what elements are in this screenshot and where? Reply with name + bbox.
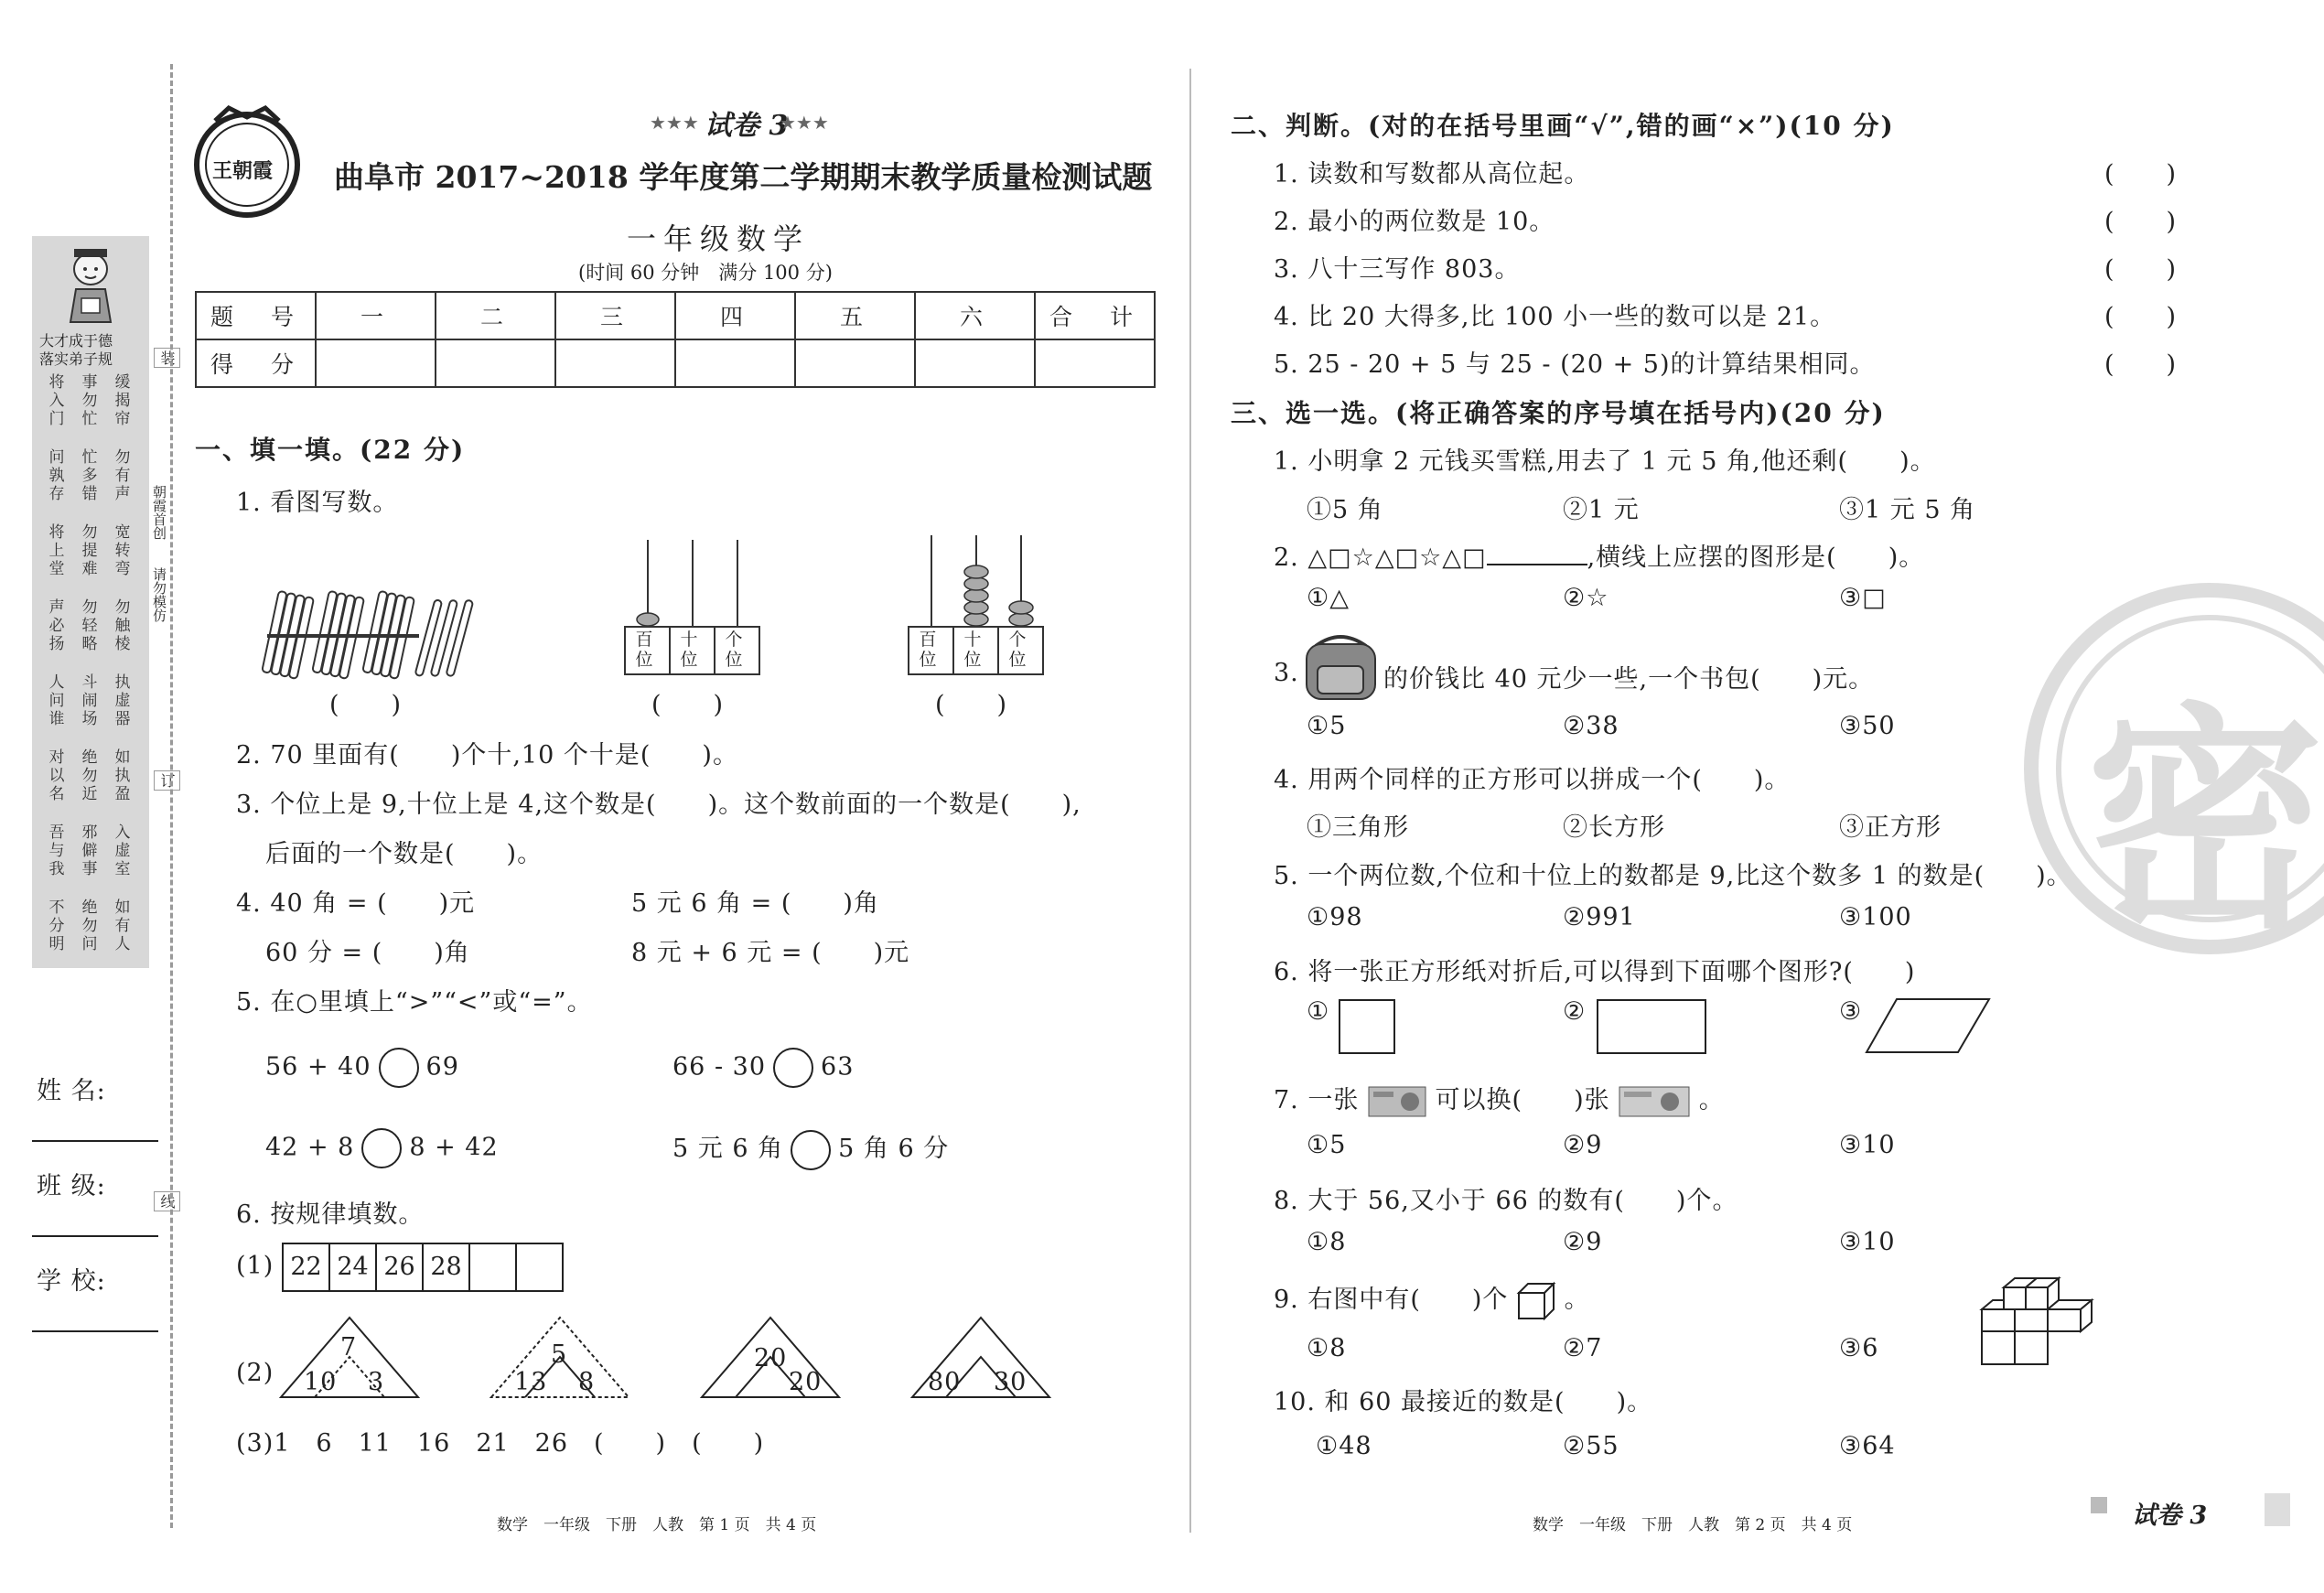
rule-char: 明 <box>48 935 65 953</box>
rule-char: 将 <box>48 523 65 542</box>
compare-4-left: 5 元 6 角 <box>672 1135 784 1163</box>
rule-char: 绝 <box>81 748 98 767</box>
rule-char: 我 <box>48 860 65 878</box>
s3-q6: 6. 将一张正方形纸对折后,可以得到下面哪个图形?( ) <box>1274 958 1916 986</box>
rule-char: 勿 <box>114 448 131 467</box>
rule-char: 近 <box>81 785 98 803</box>
triangle-number: 10 <box>304 1368 338 1396</box>
rule-char: 错 <box>81 485 98 503</box>
rule-char: 勿 <box>81 523 98 542</box>
rule-char: 略 <box>81 635 98 653</box>
rule-char: 如 <box>114 899 131 917</box>
rules-strip <box>32 236 149 968</box>
section2-title: 二、判断。(对的在括号里画“√”,错的画“×”)(10 分) <box>1231 111 1895 141</box>
s3-q7-opt2[interactable]: ②9 <box>1563 1131 1603 1159</box>
section3-title: 三、选一选。(将正确答案的序号填在括号内)(20 分) <box>1231 398 1886 428</box>
rule-char: 分 <box>48 917 65 935</box>
s3-q7-opt1[interactable]: ①5 <box>1307 1131 1347 1159</box>
rule-char: 盈 <box>114 785 131 803</box>
score-input-cell[interactable] <box>675 339 795 387</box>
name-field[interactable] <box>32 1138 158 1142</box>
rule-char: 门 <box>48 410 65 428</box>
rule-column <box>81 448 98 503</box>
rule-char: 有 <box>114 917 131 935</box>
rule-column <box>48 373 65 428</box>
rule-column <box>48 598 65 653</box>
triangle-number: 5 <box>551 1340 568 1369</box>
stamp-char: 密 <box>2086 682 2324 961</box>
cut-mark-2: 订 <box>154 770 180 791</box>
rule-char: 声 <box>48 598 65 617</box>
compare-2-left: 66 - 30 <box>672 1052 767 1082</box>
rule-char: 问 <box>81 935 98 953</box>
s3-q3-opt2[interactable]: ②38 <box>1563 712 1619 740</box>
rule-char: 不 <box>48 899 65 917</box>
rule-char: 邪 <box>81 823 98 842</box>
rule-char: 僻 <box>81 842 98 860</box>
rule-char: 有 <box>114 467 131 485</box>
s3-q2-opt1[interactable]: ①△ <box>1307 584 1350 612</box>
student-mascot-icon <box>54 242 127 328</box>
logo-text: 王朝霞 <box>212 159 274 183</box>
abacus1-ones: 个位 <box>725 630 743 670</box>
rule-char: 勿 <box>114 598 131 617</box>
rule-char: 多 <box>81 467 98 485</box>
s3-q9 <box>1274 1279 1590 1320</box>
rule-char: 闹 <box>81 692 98 710</box>
s1-q6: 6. 按规律填数。 <box>236 1200 425 1229</box>
s3-q1-opt1[interactable]: ①5 角 <box>1307 496 1383 524</box>
rule-char: 转 <box>114 542 131 560</box>
rule-char: 必 <box>48 617 65 635</box>
s1-q4-a: 4. 40 角 = ( )元 <box>236 889 476 918</box>
s3-q1: 1. 小明拿 2 元钱买雪糕,用去了 1 元 5 角,他还剩( )。 <box>1274 447 1936 476</box>
compare-3-right: 8 + 42 <box>409 1133 499 1162</box>
rule-char: 勿 <box>81 598 98 617</box>
class-field[interactable] <box>32 1233 158 1237</box>
s3-q2-opt2[interactable]: ②☆ <box>1563 584 1609 612</box>
score-header-row <box>196 292 1155 339</box>
stars-left: ★★★ <box>650 112 699 134</box>
sequence-blank[interactable] <box>468 1243 517 1292</box>
seq2-label: (2) <box>236 1359 274 1387</box>
rule-char: 执 <box>114 767 131 785</box>
side-note-1: 朝霞首创 <box>151 485 167 540</box>
sequence-value: 22 <box>282 1243 330 1292</box>
s3-q4-opt1[interactable]: ①三角形 <box>1307 813 1409 842</box>
motto-top: 大才成于德 <box>39 332 113 350</box>
rule-char: 问 <box>48 448 65 467</box>
s3-q10: 10. 和 60 最接近的数是( )。 <box>1274 1388 1653 1416</box>
s1-q3a: 3. 个位上是 9,十位上是 4,这个数是( )。这个数前面的一个数是( ), <box>236 791 1081 819</box>
rule-char: 人 <box>48 673 65 692</box>
score-input-cell[interactable] <box>915 339 1035 387</box>
score-input-cell[interactable] <box>1035 339 1155 387</box>
s3-q2-pattern: 2. △□☆△□☆△□ <box>1274 544 1487 572</box>
rule-char: 事 <box>81 373 98 392</box>
s3-q5: 5. 一个两位数,个位和十位上的数都是 9,比这个数多 1 的数是( )。 <box>1274 862 2072 890</box>
s3-q5-opt3[interactable]: ③100 <box>1839 903 1912 931</box>
rule-column <box>48 823 65 878</box>
s3-q7-b: 可以换( )张 <box>1435 1086 1610 1114</box>
rule-column <box>81 823 98 878</box>
rule-column <box>114 448 131 503</box>
s3-q9-a: 9. 右图中有( )个 <box>1274 1286 1509 1314</box>
stars-right: ★★★ <box>780 112 829 134</box>
s1-q5: 5. 在○里填上“>”“<”或“=”。 <box>236 988 593 1017</box>
compare-2-circle[interactable] <box>773 1048 813 1088</box>
rule-char: 如 <box>114 748 131 767</box>
compare-1-left: 56 + 40 <box>265 1052 371 1082</box>
seq3: (3)1 6 11 16 21 26 ( ) ( ) <box>236 1429 765 1458</box>
s3-q2-blank[interactable] <box>1487 542 1587 565</box>
rule-char: 揭 <box>114 392 131 410</box>
stacked-cubes-icon <box>1976 1276 2100 1368</box>
rule-char: 堂 <box>48 560 65 578</box>
subject-title: 一年级数学 <box>627 221 811 256</box>
rule-char: 人 <box>114 935 131 953</box>
s3-q10-opt3[interactable]: ③64 <box>1839 1432 1896 1460</box>
s3-q10-opt1[interactable]: ①48 <box>1316 1432 1372 1460</box>
school-label: 学 校: <box>37 1267 106 1296</box>
rectangle-shape-icon <box>1597 999 1706 1054</box>
banknote-50-icon <box>1368 1086 1426 1117</box>
s3-q1-opt2[interactable]: ②1 元 <box>1563 496 1640 524</box>
compare-row-3 <box>265 1128 499 1168</box>
rule-column <box>48 523 65 578</box>
rule-char: 吾 <box>48 823 65 842</box>
rule-column <box>81 598 98 653</box>
s3-q5-opt1[interactable]: ①98 <box>1307 903 1363 931</box>
score-header-cell: 合 计 <box>1035 292 1155 339</box>
rule-column <box>81 748 98 803</box>
page-divider <box>1189 69 1191 1533</box>
seq1-label: (1) <box>236 1252 274 1280</box>
rule-column <box>114 598 131 653</box>
judge-answer-paren[interactable]: ( ) <box>2104 350 2178 379</box>
rule-char: 器 <box>114 710 131 728</box>
rule-char: 将 <box>48 373 65 392</box>
rule-char: 宽 <box>114 523 131 542</box>
s3-q7 <box>1274 1080 1725 1117</box>
rule-char: 入 <box>48 392 65 410</box>
rule-char: 场 <box>81 710 98 728</box>
compare-2-right: 63 <box>821 1052 855 1082</box>
score-header-cell: 三 <box>555 292 675 339</box>
section1-title: 一、填一填。(22 分) <box>195 435 466 465</box>
rule-column <box>114 748 131 803</box>
rule-char: 斗 <box>81 673 98 692</box>
compare-row-2 <box>672 1048 854 1088</box>
score-header-cell: 六 <box>915 292 1035 339</box>
footer-left: 数学 一年级 下册 人教 第 1 页 共 4 页 <box>497 1516 817 1534</box>
sequence-value: 28 <box>422 1243 470 1292</box>
answer-paren-3[interactable]: ( ) <box>935 691 1008 719</box>
s3-q10-opt2[interactable]: ②55 <box>1563 1432 1619 1460</box>
schoolbag-icon <box>1297 630 1384 703</box>
rule-column <box>114 673 131 728</box>
compare-1-right: 69 <box>425 1052 459 1082</box>
s3-q9-b: 。 <box>1564 1286 1590 1314</box>
name-label: 姓 名: <box>37 1077 106 1105</box>
s3-q6-opt3[interactable]: ③ <box>1839 997 1863 1026</box>
parallelogram-shape-icon <box>1865 997 1991 1054</box>
rule-column <box>114 373 131 428</box>
s3-q8-opt3[interactable]: ③10 <box>1839 1228 1896 1256</box>
s3-q9-opt1[interactable]: ①8 <box>1307 1334 1347 1362</box>
rule-char: 轻 <box>81 617 98 635</box>
score-input-cell[interactable] <box>555 339 675 387</box>
abacus2-tens: 十位 <box>963 630 982 670</box>
rule-char: 执 <box>114 673 131 692</box>
judge-item: 2. 最小的两位数是 10。 <box>1274 208 1555 236</box>
judge-item: 1. 读数和写数都从高位起。 <box>1274 160 1590 188</box>
s3-q9-opt2[interactable]: ②7 <box>1563 1334 1603 1362</box>
abacus2-hundreds: 百位 <box>919 630 937 670</box>
rule-column <box>114 823 131 878</box>
s3-q7-a: 7. 一张 <box>1274 1086 1360 1114</box>
answer-paren-2[interactable]: ( ) <box>651 691 725 719</box>
compare-3-left: 42 + 8 <box>265 1133 355 1162</box>
s3-q4-opt3[interactable]: ③正方形 <box>1839 813 1942 842</box>
score-input-cell[interactable] <box>316 339 436 387</box>
footer-deco <box>2091 1497 2107 1513</box>
square-shape-icon <box>1339 999 1395 1054</box>
score-header-cell: 五 <box>795 292 915 339</box>
exam-title: 曲阜市 2017~2018 学年度第二学期期末教学质量检测试题 <box>334 159 1153 195</box>
abacus1-hundreds: 百位 <box>635 630 653 670</box>
judge-item: 4. 比 20 大得多,比 100 小一些的数可以是 21。 <box>1274 303 1836 331</box>
rule-column <box>81 673 98 728</box>
s1-q4-b: 5 元 6 角 = ( )角 <box>631 889 879 918</box>
abacus2-ones: 个位 <box>1008 630 1027 670</box>
answer-paren-1[interactable]: ( ) <box>329 691 403 719</box>
rule-char: 勿 <box>81 917 98 935</box>
s3-q1-opt3[interactable]: ③1 元 5 角 <box>1839 496 1976 524</box>
s3-q4: 4. 用两个同样的正方形可以拼成一个( )。 <box>1274 766 1791 794</box>
triangle-number: 3 <box>368 1368 385 1396</box>
s1-q4-c: 60 分 = ( )角 <box>265 939 470 967</box>
rule-char: 棱 <box>114 635 131 653</box>
rule-char: 入 <box>114 823 131 842</box>
rule-char: 提 <box>81 542 98 560</box>
triangle-number: 8 <box>578 1368 596 1396</box>
rule-char: 虚 <box>114 692 131 710</box>
rule-column <box>81 523 98 578</box>
s3-q7-c: 。 <box>1698 1086 1725 1114</box>
rule-column <box>48 899 65 953</box>
abacus1-tens: 十位 <box>680 630 698 670</box>
rule-char: 扬 <box>48 635 65 653</box>
judge-answer-paren[interactable]: ( ) <box>2104 208 2178 236</box>
rule-char: 问 <box>48 692 65 710</box>
sequence-value: 26 <box>375 1243 424 1292</box>
rule-char: 忙 <box>81 410 98 428</box>
s1-q2: 2. 70 里面有( )个十,10 个十是( )。 <box>236 741 738 770</box>
banknote-10-icon <box>1619 1086 1690 1117</box>
triangle-number: 80 <box>928 1368 962 1396</box>
side-note-2: 请勿模仿 <box>151 567 167 622</box>
score-header-cell: 二 <box>436 292 555 339</box>
score-header-cell: 一 <box>316 292 436 339</box>
triangle-number: 20 <box>789 1368 823 1396</box>
s3-q5-opt2[interactable]: ②991 <box>1563 903 1636 931</box>
s3-q2-text: ,横线上应摆的图形是( )。 <box>1587 544 1925 572</box>
s1-q1: 1. 看图写数。 <box>236 489 399 517</box>
rule-char: 虚 <box>114 842 131 860</box>
rule-char: 触 <box>114 617 131 635</box>
cut-mark-3: 线 <box>154 1191 180 1211</box>
s3-q3-opt1[interactable]: ①5 <box>1307 712 1347 740</box>
cube-icon <box>1517 1282 1555 1320</box>
s3-q6-opt1[interactable]: ① <box>1307 997 1330 1026</box>
rule-char: 声 <box>114 485 131 503</box>
paper-label: 试卷 3 <box>705 110 789 142</box>
score-label-cell: 得 分 <box>196 339 316 387</box>
s3-q2-opt3[interactable]: ③□ <box>1839 584 1887 612</box>
rule-char: 事 <box>81 860 98 878</box>
compare-4-circle[interactable] <box>791 1130 831 1170</box>
score-input-cell[interactable] <box>795 339 915 387</box>
rule-char: 与 <box>48 842 65 860</box>
rule-char: 勿 <box>81 392 98 410</box>
s3-q8-opt1[interactable]: ①8 <box>1307 1228 1347 1256</box>
footer-tab-bg <box>2265 1493 2290 1526</box>
s3-q3-text: 的价钱比 40 元少一些,一个书包( )元。 <box>1383 665 1875 694</box>
rule-char: 难 <box>81 560 98 578</box>
rule-column <box>81 373 98 428</box>
judge-item: 3. 八十三写作 803。 <box>1274 255 1521 284</box>
s3-q2 <box>1274 537 1924 573</box>
footer-right: 数学 一年级 下册 人教 第 2 页 共 4 页 <box>1533 1516 1853 1534</box>
s3-q9-opt3[interactable]: ③6 <box>1839 1334 1879 1362</box>
s1-q3b: 后面的一个数是( )。 <box>265 840 543 868</box>
motto-bottom: 落实弟子规 <box>39 350 113 368</box>
rule-column <box>114 523 131 578</box>
rule-char: 室 <box>114 860 131 878</box>
judge-answer-paren[interactable]: ( ) <box>2104 160 2178 188</box>
triangle-number: 20 <box>754 1344 788 1372</box>
rule-char: 存 <box>48 485 65 503</box>
compare-row-1 <box>265 1048 459 1088</box>
class-label: 班 级: <box>37 1172 106 1200</box>
score-table <box>195 291 1156 388</box>
rule-char: 勿 <box>81 767 98 785</box>
sequence-value: 24 <box>328 1243 377 1292</box>
s3-q6-opt2[interactable]: ② <box>1563 997 1587 1026</box>
score-input-cell[interactable] <box>436 339 555 387</box>
s3-q3-opt3[interactable]: ③50 <box>1839 712 1896 740</box>
judge-item: 5. 25 - 20 + 5 与 25 - (20 + 5)的计算结果相同。 <box>1274 350 1876 379</box>
binding-line <box>170 64 173 1528</box>
rule-char: 对 <box>48 748 65 767</box>
rule-char: 以 <box>48 767 65 785</box>
rule-column <box>81 899 98 953</box>
s3-q8: 8. 大于 56,又小于 66 的数有( )个。 <box>1274 1187 1738 1215</box>
rule-column <box>114 899 131 953</box>
footer-tag: 试卷 3 <box>2132 1502 2208 1530</box>
compare-3-circle[interactable] <box>361 1128 402 1168</box>
score-header-cell: 四 <box>675 292 795 339</box>
stick-bundles-icon <box>265 586 485 686</box>
rule-char: 弯 <box>114 560 131 578</box>
rule-char: 帘 <box>114 410 131 428</box>
triangle-number: 30 <box>994 1368 1028 1396</box>
rule-column <box>48 448 65 503</box>
compare-1-circle[interactable] <box>379 1048 419 1088</box>
rule-column <box>48 673 65 728</box>
sequence-blank[interactable] <box>515 1243 564 1292</box>
rule-char: 忙 <box>81 448 98 467</box>
judge-answer-paren[interactable]: ( ) <box>2104 255 2178 284</box>
s1-q4-d: 8 元 + 6 元 = ( )元 <box>631 939 910 967</box>
compare-4-right: 5 角 6 分 <box>838 1135 950 1163</box>
rule-char: 缓 <box>114 373 131 392</box>
compare-row-4 <box>672 1128 949 1170</box>
triangle-number: 13 <box>514 1368 548 1396</box>
s3-q7-opt3[interactable]: ③10 <box>1839 1131 1896 1159</box>
triangle-number: 7 <box>340 1333 358 1362</box>
rule-char: 上 <box>48 542 65 560</box>
s3-q8-opt2[interactable]: ②9 <box>1563 1228 1603 1256</box>
score-value-row <box>196 339 1155 387</box>
rule-char: 谁 <box>48 710 65 728</box>
rule-column <box>48 748 65 803</box>
judge-answer-paren[interactable]: ( ) <box>2104 303 2178 331</box>
time-note: (时间 60 分钟 满分 100 分) <box>578 262 833 284</box>
score-header-cell: 题 号 <box>196 292 316 339</box>
rule-char: 孰 <box>48 467 65 485</box>
cut-mark-1: 装 <box>154 348 180 368</box>
s3-q3-num: 3. <box>1274 659 1299 687</box>
rule-char: 绝 <box>81 899 98 917</box>
school-field[interactable] <box>32 1329 158 1332</box>
s3-q4-opt2[interactable]: ②长方形 <box>1563 813 1665 842</box>
rule-char: 名 <box>48 785 65 803</box>
